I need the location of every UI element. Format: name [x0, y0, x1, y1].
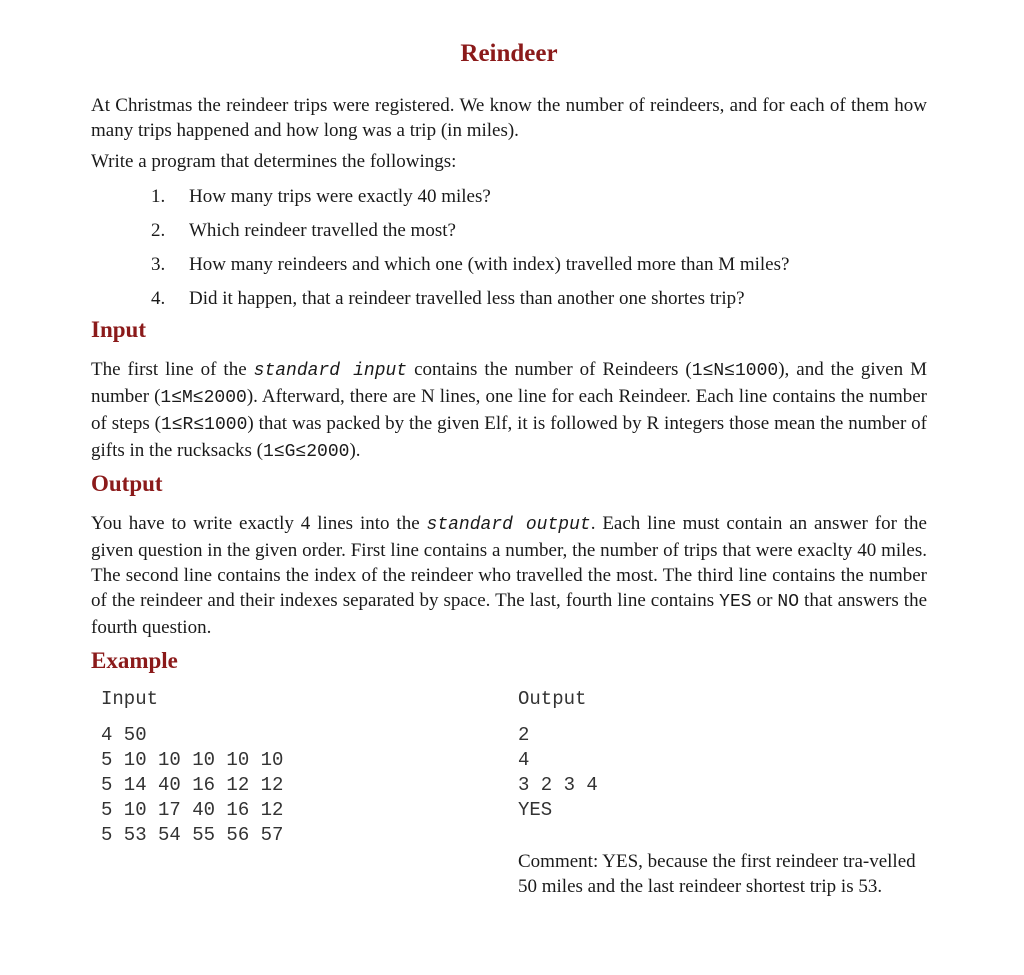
question-item — [151, 286, 789, 320]
example-output-block — [518, 688, 898, 828]
question-item — [151, 218, 789, 252]
yes-keyword: YES — [719, 592, 752, 612]
page-title: Reindeer — [460, 40, 558, 67]
example-comment: Comment: YES, because the first reindeer tra-velled 50 miles and the last reindeer shortest trip is 53. — [518, 851, 916, 897]
question-item — [151, 184, 789, 218]
example-output-line: 2 — [518, 724, 530, 746]
no-keyword: NO — [777, 592, 800, 612]
example-input-block — [101, 688, 481, 858]
input-heading: Input — [91, 317, 146, 342]
n-range: 1≤N≤1000 — [691, 361, 779, 381]
question-number: 3. — [151, 254, 166, 275]
example-input-line: 5 53 54 55 56 57 — [101, 824, 284, 846]
question-text: How many trips were exactly 40 miles? — [189, 186, 491, 207]
standard-output-term: standard output — [426, 515, 591, 535]
example-input-line: 5 14 40 16 12 12 — [101, 774, 284, 796]
question-number: 4. — [151, 288, 166, 309]
example-input-line: 5 10 17 40 16 12 — [101, 799, 284, 821]
standard-input-term: standard input — [253, 361, 408, 381]
output-description: You have to write exactly 4 lines into the standard output. Each line must contain an answer for the given question in the given order. First line contains a number, the number of trips that were exaclty 40 miles. The second line contains the index of the reindeer who travelled the most. The third line contains the number of the reindeer and their indexes separated by space. The last, fourth line contains YES or NO that answers the fourth question. — [91, 513, 928, 638]
m-range: 1≤M≤2000 — [160, 388, 247, 408]
question-text: How many reindeers and which one (with index) travelled more than M miles? — [189, 254, 790, 275]
example-heading: Example — [91, 648, 178, 673]
example-output-line: 3 2 3 4 — [518, 774, 598, 796]
intro-instruction: Write a program that determines the followings: — [91, 151, 457, 172]
question-list — [151, 184, 789, 320]
question-item — [151, 252, 789, 286]
example-output-line: 4 — [518, 749, 530, 771]
g-range: 1≤G≤2000 — [263, 442, 350, 462]
question-number: 1. — [151, 186, 166, 207]
question-number: 2. — [151, 220, 166, 241]
example-input-line: 5 10 10 10 10 10 — [101, 749, 284, 771]
r-range: 1≤R≤1000 — [160, 415, 248, 435]
example-input-line: 4 50 — [101, 724, 147, 746]
question-text: Which reindeer travelled the most? — [189, 220, 456, 241]
question-text: Did it happen, that a reindeer travelled less than another one shortes trip? — [189, 288, 745, 309]
intro-paragraph: At Christmas the reindeer trips were registered. We know the number of reindeers, and for each of them how many trips happened and how long was a trip (in miles). — [91, 95, 927, 141]
example-output-line: YES — [518, 799, 553, 821]
input-description: The first line of the standard input contains the number of Reindeers (1≤N≤1000), and the given M number (1≤M≤2000). Afterward, there are N lines, one line for each Reindeer. Each line contains the number of steps (1≤R≤1000) that was packed by the given Elf, it is followed by R integers those mean the number of gifts in the rucksacks (1≤G≤2000). — [91, 359, 928, 462]
output-heading: Output — [91, 471, 163, 496]
example-input-label: Input — [101, 688, 159, 710]
example-output-label: Output — [518, 688, 587, 710]
